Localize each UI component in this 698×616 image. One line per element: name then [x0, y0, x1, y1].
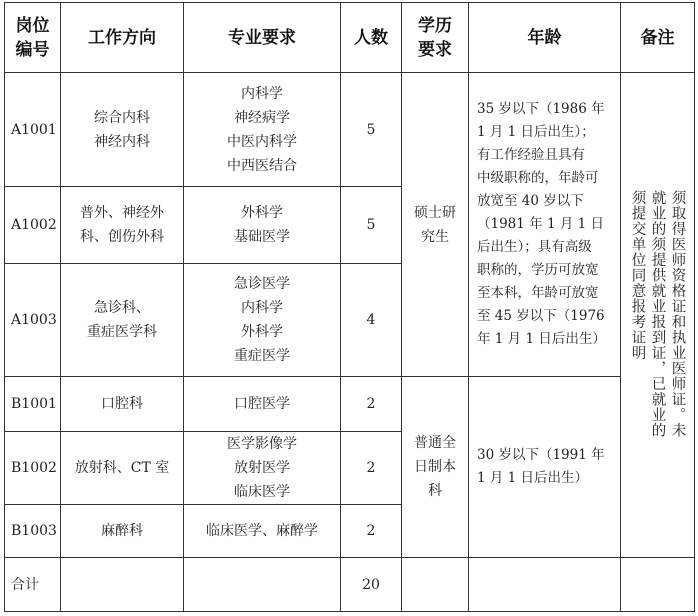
major-line: 外科学	[241, 324, 283, 340]
row-direction	[61, 73, 184, 187]
age-line: 1 月 1 日后出生）；	[477, 124, 595, 140]
row-code: B1002	[5, 432, 61, 505]
major-line: 中西医结合	[227, 157, 297, 174]
recruitment-table	[4, 2, 695, 612]
direction-line: 麻醉科	[101, 523, 143, 539]
age-line: 中级职称的，年龄可	[477, 170, 599, 186]
table-row	[5, 377, 695, 432]
major-line: 基础医学	[234, 229, 290, 245]
row-major	[184, 432, 341, 505]
direction-line: 急诊科、	[94, 300, 150, 316]
total-empty-cell	[402, 558, 469, 612]
header-education	[402, 3, 469, 73]
total-empty-cell	[184, 558, 341, 612]
direction-line: 放射科、CT 室	[74, 460, 170, 476]
major-line: 外科学	[241, 205, 283, 221]
row-major	[184, 73, 341, 187]
row-count: 2	[341, 377, 402, 432]
age-line: 1 月 1 日后出生）	[477, 470, 589, 486]
age-line: 后出生）；具有高级	[477, 239, 592, 255]
major-line: 放射医学	[234, 460, 290, 476]
header-row	[5, 3, 695, 73]
direction-line: 综合内科	[94, 109, 150, 126]
header-education-line: 要求	[418, 39, 452, 60]
age-line: 至本科，年龄可放宽	[477, 285, 599, 301]
major-line: 急诊医学	[234, 276, 290, 292]
row-direction	[61, 432, 184, 505]
row-count: 5	[341, 187, 402, 264]
row-direction	[61, 505, 184, 558]
age-line: 职称的，学历可放宽	[477, 262, 599, 278]
row-major	[184, 377, 341, 432]
age-line: （1981 年 1 月 1 日	[477, 216, 604, 232]
total-empty-cell	[61, 558, 184, 612]
header-count: 人数	[341, 3, 402, 73]
age-line: 30 岁以下（1991 年	[477, 447, 605, 463]
row-code: A1003	[5, 264, 61, 377]
header-remark: 备注	[621, 3, 695, 73]
row-direction	[61, 187, 184, 264]
total-count: 20	[341, 558, 402, 612]
row-major	[184, 264, 341, 377]
row-count: 2	[341, 432, 402, 505]
education-line: 普通全	[414, 435, 456, 451]
row-major	[184, 505, 341, 558]
education-line: 科	[428, 483, 442, 499]
row-count: 4	[341, 264, 402, 377]
age-line: 年 1 月 1 日后出生）	[477, 331, 606, 347]
education-line: 硕士研	[414, 204, 456, 221]
table-row	[5, 73, 695, 187]
education-line: 究生	[421, 228, 449, 245]
header-major: 专业要求	[184, 3, 341, 73]
direction-line: 普外、神经外	[80, 205, 164, 221]
remark-cell	[621, 73, 695, 558]
major-line: 医学影像学	[227, 436, 297, 452]
age-line: 有工作经验且具有	[477, 147, 585, 163]
education-group-a	[402, 73, 469, 377]
age-group-a	[469, 73, 621, 377]
row-code: B1003	[5, 505, 61, 558]
age-line: 至 45 岁以下（1976	[477, 308, 605, 324]
remark-text: 须取得医师资格证和执业医师证。未就业的须提供就业报到证，已就业的须提交单位同意报考证明	[629, 190, 686, 438]
total-label: 合计	[5, 558, 61, 612]
header-code-line: 岗位	[15, 15, 50, 36]
major-line: 口腔医学	[234, 396, 290, 412]
direction-line: 科、创伤外科	[80, 229, 164, 245]
major-line: 临床医学	[234, 484, 290, 500]
row-code: B1001	[5, 377, 61, 432]
major-line: 中医内科学	[227, 133, 297, 150]
header-age: 年龄	[469, 3, 621, 73]
row-code: A1001	[5, 73, 61, 187]
direction-line: 重症医学科	[87, 324, 157, 340]
header-code-line: 编号	[15, 39, 50, 60]
row-count: 2	[341, 505, 402, 558]
row-count: 5	[341, 73, 402, 187]
major-line: 临床医学、麻醉学	[206, 523, 318, 539]
header-education-line: 学历	[418, 15, 452, 36]
total-empty-cell	[621, 558, 695, 612]
row-major	[184, 187, 341, 264]
major-line: 内科学	[241, 85, 283, 102]
row-direction	[61, 264, 184, 377]
header-direction: 工作方向	[61, 3, 184, 73]
header-code	[5, 3, 61, 73]
direction-line: 口腔科	[101, 396, 143, 412]
direction-line: 神经内科	[94, 133, 150, 150]
education-line: 日制本	[414, 459, 456, 475]
education-group-b	[402, 377, 469, 558]
age-line: 放宽至 40 岁以下	[477, 193, 584, 209]
total-row	[5, 558, 695, 612]
major-line: 神经病学	[234, 109, 290, 126]
major-line: 重症医学	[234, 348, 290, 364]
row-direction	[61, 377, 184, 432]
major-line: 内科学	[241, 300, 283, 316]
age-line: 35 岁以下（1986 年	[477, 101, 605, 117]
total-empty-cell	[469, 558, 621, 612]
row-code: A1002	[5, 187, 61, 264]
age-group-b	[469, 377, 621, 558]
